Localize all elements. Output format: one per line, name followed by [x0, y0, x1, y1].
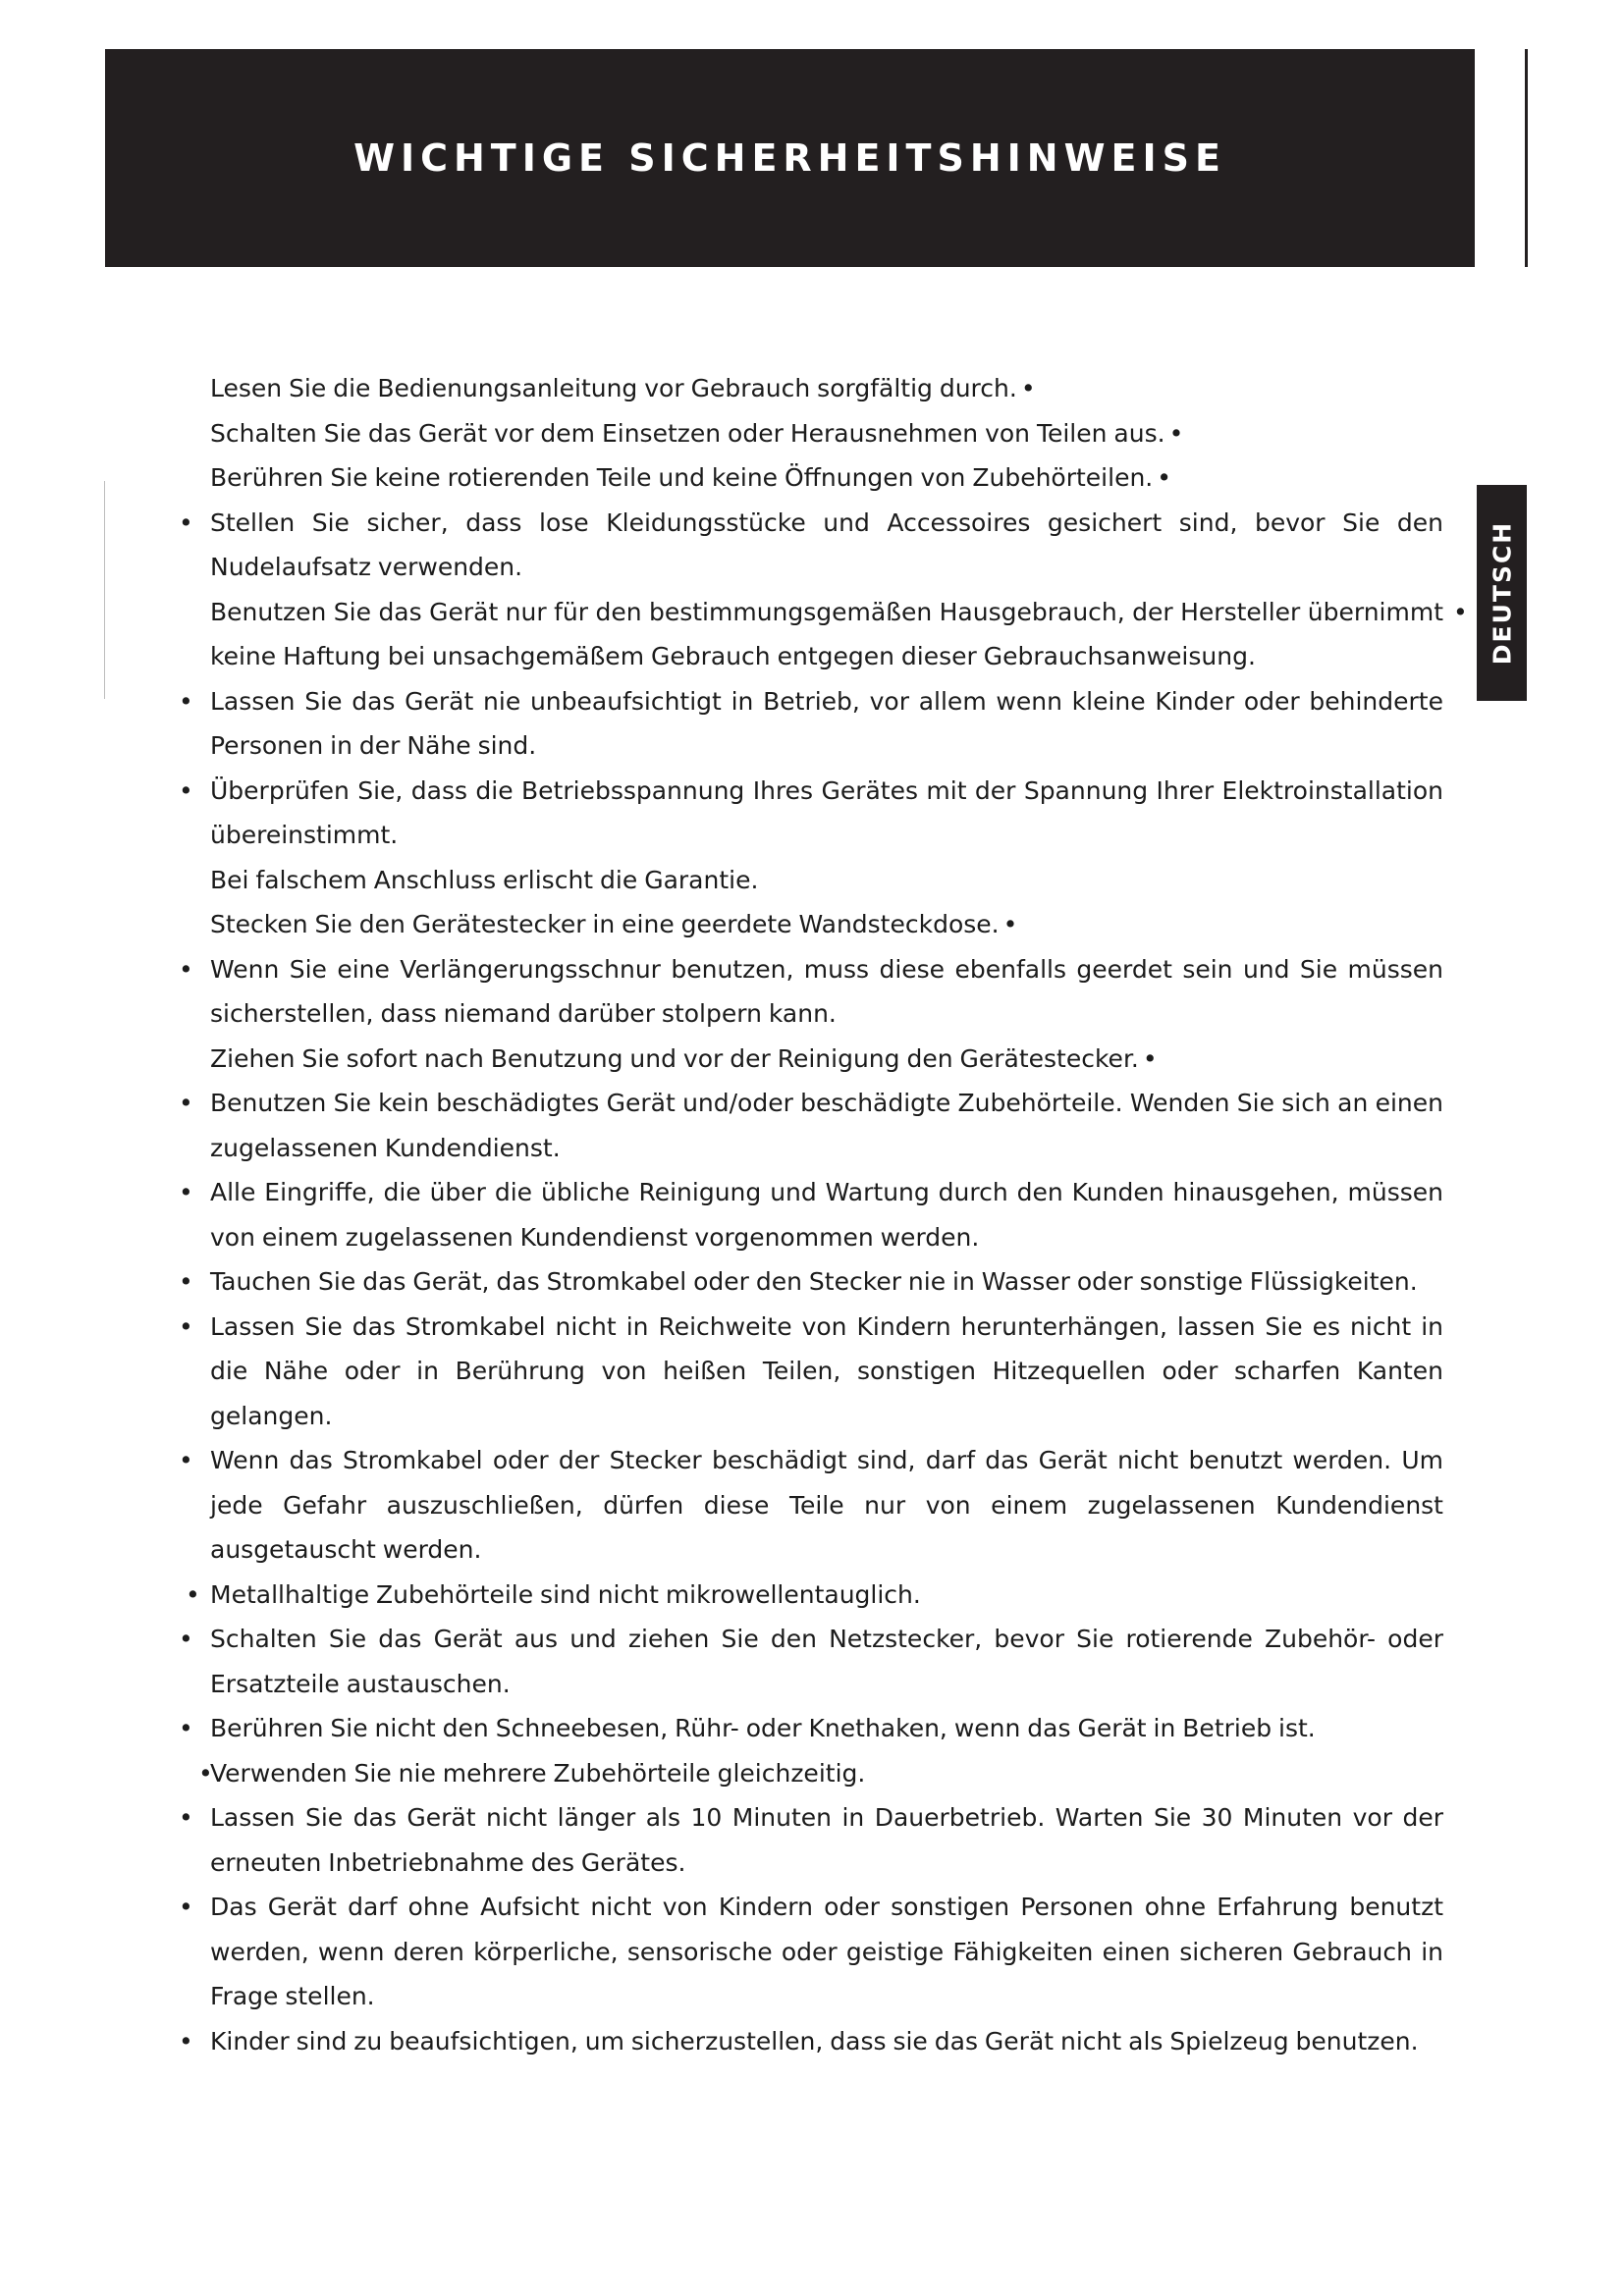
- list-item-text: Benutzen Sie das Gerät nur für den bestimmungsgemäßen Hausgebrauch, der Hersteller übernimmt keine Haftung bei unsachgemäßem Gebrauch entgegen dieser Gebrauchsanweisung.: [210, 597, 1443, 670]
- language-tab-label: DEUTSCH: [1488, 520, 1516, 666]
- list-item: [0, 411, 1443, 456]
- list-item: [0, 1617, 1443, 1706]
- bullet-marker: •: [179, 1803, 193, 1832]
- safety-instructions-list: [0, 366, 1624, 2063]
- bullet-marker: •: [179, 1311, 193, 1341]
- list-item: [0, 590, 1468, 679]
- list-item: [0, 858, 1443, 903]
- list-item-text: Wenn das Stromkabel oder der Stecker beschädigt sind, darf das Gerät nicht benutzt werden. Um jede Gefahr auszuschließen, dürfen diese Teile nur von einem zugelassenen Kundendienst ausgetauscht werden.: [210, 1446, 1443, 1564]
- header-edge-rule: [1525, 49, 1528, 267]
- list-item: [0, 1706, 1443, 1751]
- list-item: [0, 2019, 1443, 2064]
- list-item-text: Verwenden Sie nie mehrere Zubehörteile gleichzeitig.: [210, 1758, 866, 1788]
- list-item-text: Schalten Sie das Gerät vor dem Einsetzen oder Herausnehmen von Teilen aus.: [210, 418, 1165, 448]
- list-item: [0, 1795, 1443, 1885]
- list-item: [0, 947, 1443, 1037]
- bullet-marker: •: [179, 1089, 193, 1117]
- list-item-text: Tauchen Sie das Gerät, das Stromkabel oder den Stecker nie in Wasser oder sonstige Flüssigkeiten.: [210, 1267, 1418, 1296]
- bullet-marker: •: [179, 686, 193, 716]
- list-item: [0, 1305, 1443, 1439]
- list-item: [0, 679, 1443, 769]
- bullet-marker: •: [179, 507, 193, 537]
- bullet-marker: •: [179, 1446, 193, 1474]
- list-item: [0, 1885, 1443, 2019]
- list-item-text: Wenn Sie eine Verlängerungsschnur benutzen, muss diese ebenfalls geerdet sein und Sie müssen sicherstellen, dass niemand darüber stolpern kann.: [210, 954, 1443, 1028]
- list-item-text: Schalten Sie das Gerät aus und ziehen Sie den Netzstecker, bevor Sie rotierende Zubehör- oder Ersatzteile austauschen.: [210, 1625, 1443, 1698]
- list-item-text: Stellen Sie sicher, dass lose Kleidungsstücke und Accessoires gesichert sind, bevor Sie den Nudelaufsatz verwenden.: [210, 507, 1443, 581]
- list-item-text: Stecken Sie den Gerätestecker in eine geerdete Wandsteckdose.: [210, 910, 1000, 938]
- bullet-marker: •: [1002, 910, 1018, 938]
- list-item-text: Berühren Sie nicht den Schneebesen, Rühr- oder Knethaken, wenn das Gerät in Betrieb ist.: [210, 1714, 1316, 1742]
- list-item: [0, 769, 1443, 858]
- list-item-text: Bei falschem Anschluss erlischt die Garantie.: [210, 865, 759, 894]
- list-item: [0, 1259, 1443, 1305]
- bullet-marker: •: [179, 1625, 193, 1653]
- list-item-text: Ziehen Sie sofort nach Benutzung und vor der Reinigung den Gerätestecker.: [210, 1043, 1139, 1073]
- bullet-marker: •: [179, 954, 193, 984]
- list-item-text: Lassen Sie das Stromkabel nicht in Reichweite von Kindern herunterhängen, lassen Sie es nicht in die Nähe oder in Berührung von heißen Teilen, sonstigen Hitzequellen oder scharfen Kanten gelangen.: [210, 1311, 1443, 1430]
- list-item: [0, 1081, 1443, 1170]
- list-item: [0, 366, 1443, 411]
- bullet-marker: •: [198, 1758, 213, 1788]
- list-item-text: Benutzen Sie kein beschädigtes Gerät und/oder beschädigte Zubehörteile. Wenden Sie sich an einen zugelassenen Kundendienst.: [210, 1089, 1443, 1162]
- bullet-marker: •: [1157, 463, 1171, 492]
- list-item-text: Alle Eingriffe, die über die übliche Reinigung und Wartung durch den Kunden hinausgehen, müssen von einem zugelassenen Kundendienst vorgenommen werden.: [210, 1178, 1443, 1252]
- list-item: [0, 1438, 1443, 1573]
- header-banner: [105, 49, 1475, 267]
- list-item: [0, 902, 1443, 947]
- list-item-text: Lassen Sie das Gerät nie unbeaufsichtigt in Betrieb, vor allem wenn kleine Kinder oder behinderte Personen in der Nähe sind.: [210, 686, 1443, 760]
- bullet-marker: •: [1142, 1043, 1158, 1073]
- list-item-text: Kinder sind zu beaufsichtigen, um sicherzustellen, dass sie das Gerät nicht als Spielzeug benutzen.: [210, 2026, 1419, 2056]
- list-item-text: Lassen Sie das Gerät nicht länger als 10 Minuten in Dauerbetrieb. Warten Sie 30 Minuten vor der erneuten Inbetriebnahme des Gerätes.: [210, 1803, 1443, 1877]
- list-item-text: Das Gerät darf ohne Aufsicht nicht von Kindern oder sonstigen Personen ohne Erfahrung benutzt werden, wenn deren körperliche, sensorische oder geistige Fähigkeiten einen sicheren Gebrauch in Frage stellen.: [210, 1893, 1443, 2010]
- page-title: WICHTIGE SICHERHEITSHINWEISE: [353, 136, 1226, 180]
- bullet-marker: •: [179, 775, 193, 805]
- bullet-marker: •: [179, 1267, 193, 1296]
- list-item: [0, 501, 1443, 590]
- list-item: [0, 455, 1443, 501]
- list-item: [0, 1037, 1443, 1082]
- bullet-marker: •: [179, 1893, 193, 1921]
- list-item-text: Überprüfen Sie, dass die Betriebsspannung Ihres Gerätes mit der Spannung Ihrer Elektroinstallation übereinstimmt.: [210, 775, 1443, 849]
- bullet-marker: •: [1168, 418, 1184, 448]
- bullet-marker: •: [179, 1178, 193, 1206]
- list-item-text: Berühren Sie keine rotierenden Teile und keine Öffnungen von Zubehörteilen.: [210, 463, 1154, 492]
- list-item-text: Lesen Sie die Bedienungsanleitung vor Gebrauch sorgfältig durch.: [210, 374, 1017, 402]
- bullet-marker: •: [179, 1714, 193, 1742]
- list-item: [0, 1170, 1443, 1259]
- bullet-marker: •: [186, 1579, 200, 1609]
- bullet-marker: •: [179, 2026, 193, 2056]
- bullet-marker: •: [1020, 374, 1036, 402]
- bullet-marker: •: [1453, 597, 1468, 626]
- list-item: [0, 1751, 1443, 1796]
- list-item: [0, 1573, 1443, 1618]
- list-item-text: Metallhaltige Zubehörteile sind nicht mikrowellentauglich.: [210, 1579, 921, 1609]
